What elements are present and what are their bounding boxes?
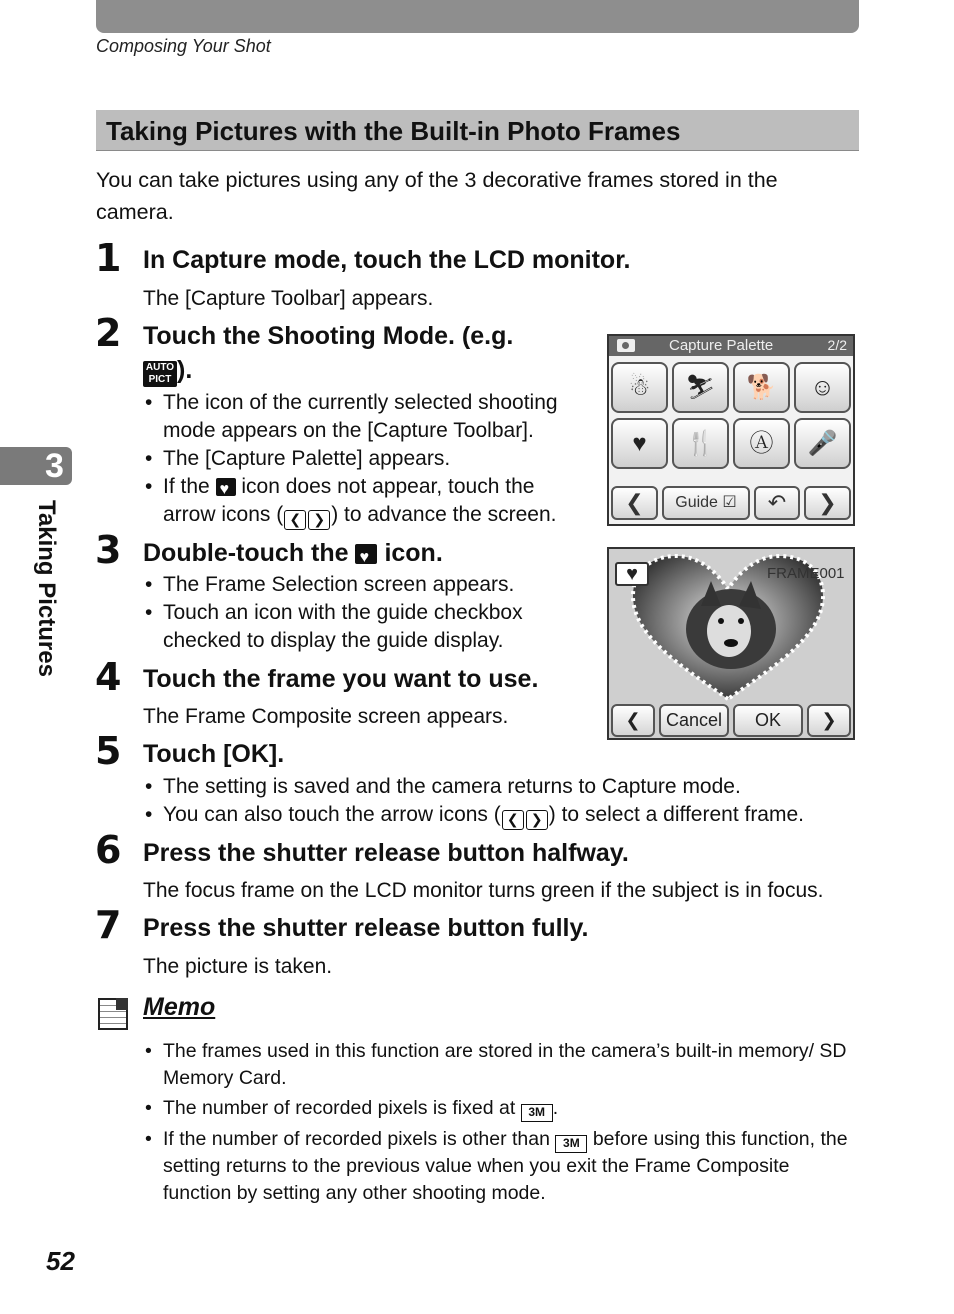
ok-button[interactable]: OK [733,704,803,737]
bullet: • The setting is saved and the camera returns to Capture mode. [143,773,804,801]
intro-paragraph: You can take pictures using any of the 3 decorative frames stored in the camera. [96,168,778,224]
bullet-2-b: ) to select a different frame. [548,803,804,826]
bullet-2-a: You can also touch the arrow icons ( [163,803,501,826]
step-5-bullets [143,773,804,830]
bullet: • The [Capture Palette] appears. [143,445,558,473]
heart-frame-icon [355,544,377,564]
back-icon[interactable]: ↶ [754,486,800,520]
chapter-number: 3 [45,447,64,485]
guide-checkbox[interactable]: Guide ☑ [662,486,750,520]
memo-item-3-a: If the number of recorded pixels is other than [163,1128,550,1150]
step-3-bullets [143,571,523,655]
auto-pict-icon [143,361,177,387]
memo-title: Memo [143,993,216,1021]
palette-title: Capture Palette [669,337,774,354]
memo-list [143,1038,863,1210]
sport-mode-icon[interactable]: ⛷ [672,362,729,413]
step-number-1: 1 [95,236,122,280]
step-title-3-b: icon. [384,539,443,567]
bullet-if-cont [143,501,558,530]
chapter-tab [0,447,72,485]
chapter-title: Taking Pictures [33,500,60,677]
auto-pict-top: AUTO [145,362,175,373]
bullet-if [143,473,558,501]
prev-arrow-icon[interactable]: ❮ [611,486,658,520]
memo-item [143,1126,863,1206]
frame-composite-screen [607,547,855,740]
voice-mode-icon[interactable]: 🎤 [794,418,851,469]
food-mode-icon[interactable]: 🍴 [672,418,729,469]
camera-icon [617,339,635,352]
step-body-4: The Frame Composite screen appears. [143,705,509,728]
bullet-if-b: icon does not appear, touch the [241,475,535,498]
step-number-4: 4 [95,655,122,699]
step-title-2-line2 [143,354,192,387]
bullet: • The Frame Selection screen appears. [143,571,523,599]
pixels-3m-icon: 3M [521,1104,553,1122]
step-title-2 [143,320,513,352]
next-arrow-icon[interactable]: ❯ [807,704,851,737]
bullet: • Touch an icon with the guide checkbox [143,599,523,627]
step-title-6: Press the shutter release button halfway. [143,839,629,867]
step-body-1: The [Capture Toolbar] appears. [143,287,434,310]
memo-item [143,1095,863,1122]
cancel-button[interactable]: Cancel [659,704,729,737]
bullet-if-a: If the [163,475,210,498]
step-title-3-a: Double-touch the [143,539,349,567]
step-number-6: 6 [95,828,122,872]
frame-heart-icon: ♥ [615,562,649,586]
next-arrow-icon: ❯ [308,510,330,530]
step-body-7: The picture is taken. [143,955,333,978]
prev-arrow-icon[interactable]: ❮ [611,704,655,737]
bullet-if-c: arrow icons ( [163,503,284,526]
step-2-bullets [143,389,558,530]
step-number-2: 2 [95,311,122,355]
next-arrow-icon: ❯ [526,810,548,830]
auto-pict-bottom: PICT [148,374,172,385]
section-title: Taking Pictures with the Built-in Photo Frames [106,116,681,146]
step-number-3: 3 [95,528,122,572]
frame-name: FRAME001 [767,565,845,582]
step-title-5: Touch [OK]. [143,740,285,768]
palette-header [609,336,853,356]
prev-arrow-icon: ❮ [502,810,524,830]
pet-mode-icon[interactable]: 🐕 [733,362,790,413]
memo-item-2-a: The number of recorded pixels is fixed at [163,1097,516,1119]
prev-arrow-icon: ❮ [284,510,306,530]
bullet-cont [143,417,558,445]
section-heading [96,110,859,151]
frame-mode-icon[interactable]: ♥ [611,418,668,469]
pixels-3m-icon: 3M [555,1135,587,1153]
step-title-2-a: Touch the Shooting Mode. (e.g. [143,322,514,350]
step-body-6: The focus frame on the LCD monitor turns green if the subject is in focus. [143,879,824,902]
memo-icon [98,998,128,1030]
step-title-3 [143,537,443,569]
bullet-cont: checked to display the guide display. [163,629,504,652]
guide-label: Guide [675,494,718,511]
bullet [143,801,804,830]
next-arrow-icon[interactable]: ❯ [804,486,851,520]
memo-item-3-b: before using this function, the setting returns to the previous value when you exit the Frame Composite function by setting any other shooting mode. [163,1128,848,1204]
step-title-7: Press the shutter release button fully. [143,914,589,942]
step-title-4: Touch the frame you want to use. [143,665,539,693]
bullet-cont-text: mode appears on the [Capture Toolbar]. [163,419,534,442]
memo-item: • The frames used in this function are stored in the camera’s built-in memory/ SD Memory Card. [143,1038,863,1091]
memo-item-2-b: . [552,1097,559,1119]
top-header-bar [96,0,859,33]
bullet: • The icon of the currently selected shooting [143,389,558,417]
capture-palette-screen [607,334,855,526]
step-number-7: 7 [95,903,122,947]
step-title-1: In Capture mode, touch the LCD monitor. [143,246,631,274]
bullet-if-d: ) to advance the screen. [331,503,557,526]
page-number: 52 [46,1246,75,1276]
palette-page: 2/2 [827,337,847,353]
kids-mode-icon[interactable]: ☺ [794,362,851,413]
heart-frame-icon [216,478,236,496]
text-mode-icon[interactable]: Ⓐ [733,418,790,469]
running-head: Composing Your Shot [96,36,271,56]
snow-mode-icon[interactable]: ☃ [611,362,668,413]
step-number-5: 5 [95,729,122,773]
step-title-2-b: ). [177,356,193,384]
